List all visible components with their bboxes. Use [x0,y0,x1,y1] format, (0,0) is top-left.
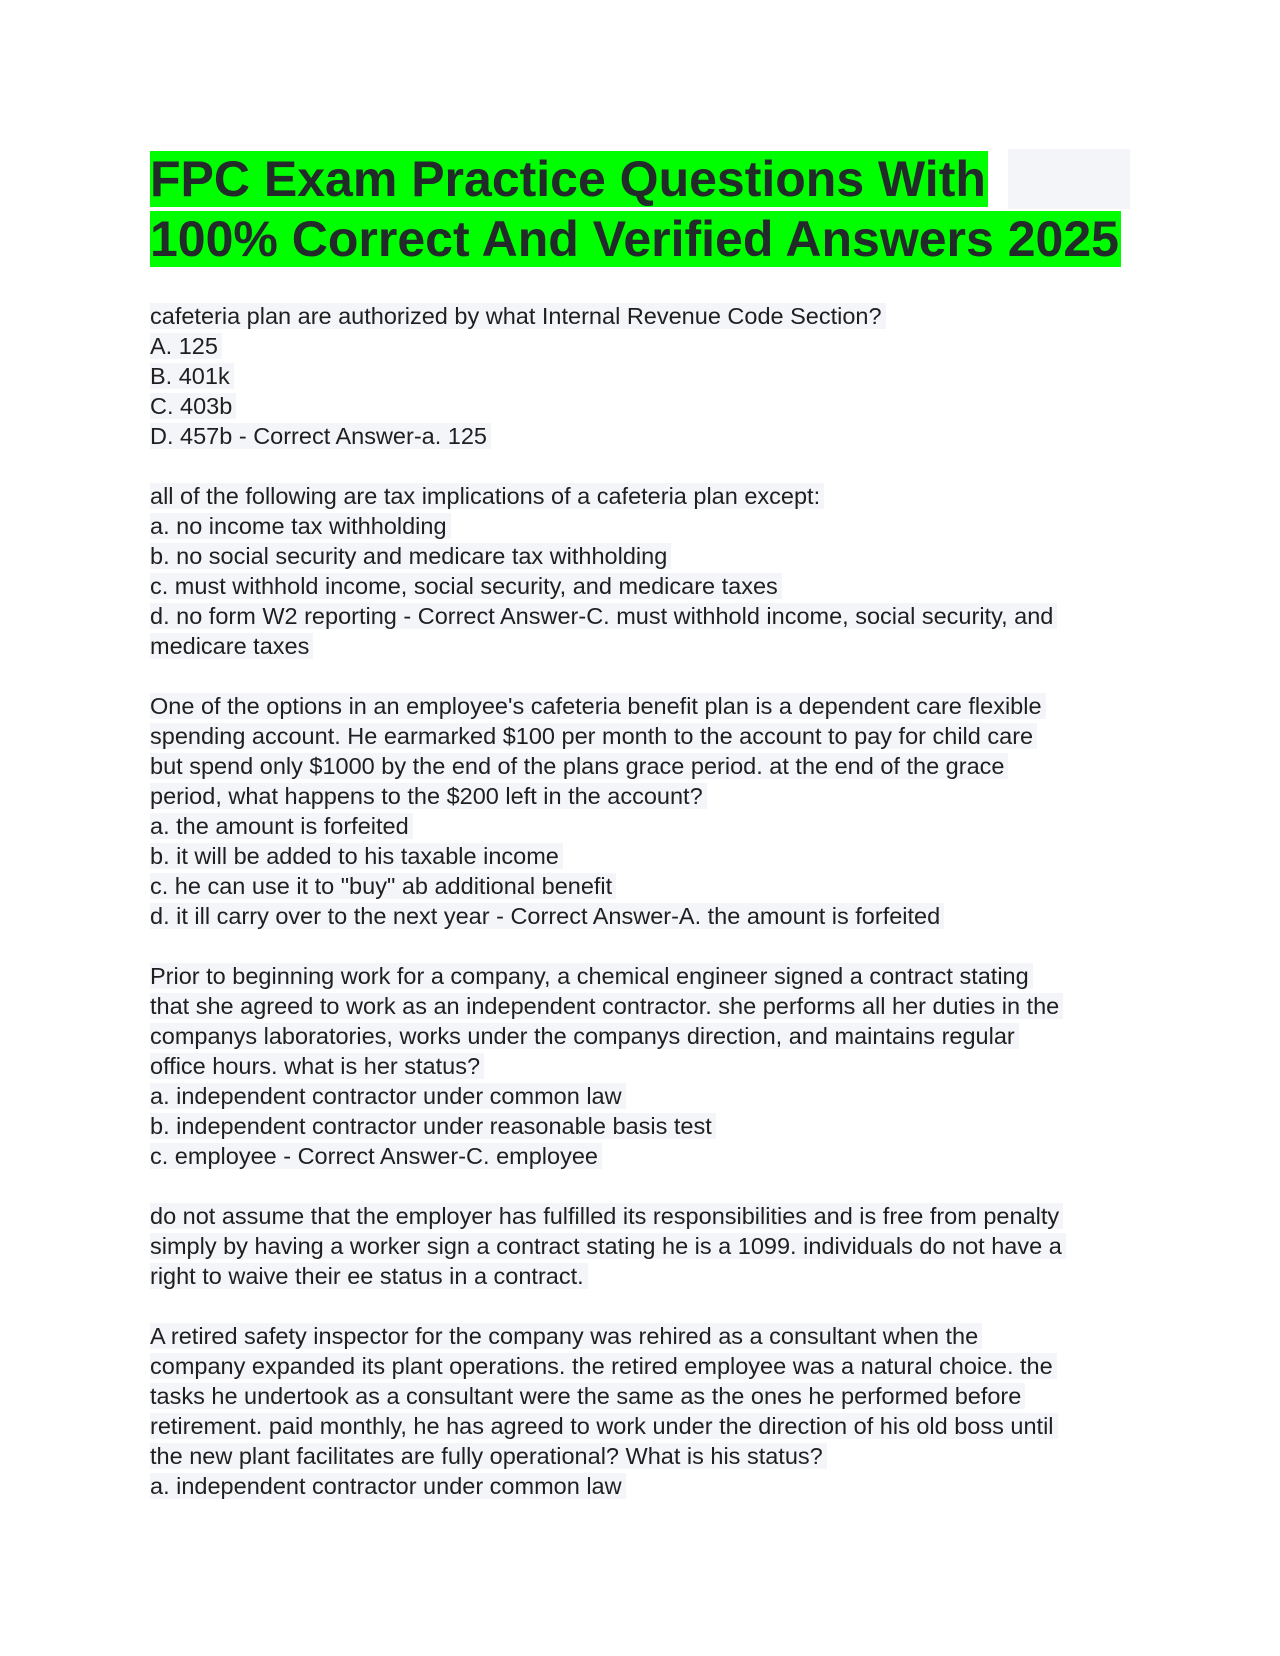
text-line: b. no social security and medicare tax withholding [150,543,671,569]
document-title [150,149,1130,269]
text-line: period, what happens to the $200 left in the account? [150,783,707,809]
question-text [150,1441,1140,1471]
text-line: b. it will be added to his taxable income [150,843,563,869]
question-text [150,1321,1140,1351]
text-line: the new plant facilitates are fully operational? What is his status? [150,1443,827,1469]
text-line: but spend only $1000 by the end of the plans grace period. at the end of the grace [150,753,1008,779]
text-line: d. no form W2 reporting - Correct Answer-C. must withhold income, social security, and [150,603,1057,629]
answer-option [150,1111,1140,1141]
title-line-text: FPC Exam Practice Questions With [150,151,986,207]
question-text [150,991,1140,1021]
text-line: companys laboratories, works under the companys direction, and maintains regular [150,1023,1019,1049]
title-line [150,209,1130,269]
text-line: office hours. what is her status? [150,1053,484,1079]
note-block [150,1201,1140,1291]
note-text [150,1261,1140,1291]
answer-option [150,1081,1140,1111]
answer-option [150,331,1140,361]
answer-option [150,511,1140,541]
answer-option [150,361,1140,391]
text-line: do not assume that the employer has fulfilled its responsibilities and is free from penalty [150,1203,1063,1229]
question-block [150,691,1140,931]
text-line: One of the options in an employee's cafeteria benefit plan is a dependent care flexible [150,693,1046,719]
question-text [150,1381,1140,1411]
answer-option [150,391,1140,421]
document-body [150,301,1140,1501]
answer-option [150,541,1140,571]
text-line: right to waive their ee status in a contract. [150,1263,588,1289]
text-line: d. it ill carry over to the next year - Correct Answer-A. the amount is forfeited [150,903,944,929]
question-text [150,1021,1140,1051]
question-text [150,721,1140,751]
text-line: b. independent contractor under reasonable basis test [150,1113,716,1139]
text-line: tasks he undertook as a consultant were the same as the ones he performed before [150,1383,1025,1409]
note-text [150,1201,1140,1231]
title-line [150,149,1130,209]
text-line: that she agreed to work as an independent contractor. she performs all her duties in the [150,993,1063,1019]
text-line: D. 457b - Correct Answer-a. 125 [150,423,491,449]
question-text [150,781,1140,811]
text-line: medicare taxes [150,633,313,659]
title-line-text: 100% Correct And Verified Answers 2025 [150,211,1119,267]
note-text [150,1231,1140,1261]
text-line: A. 125 [150,333,222,359]
text-line: simply by having a worker sign a contract stating he is a 1099. individuals do not have a [150,1233,1066,1259]
text-line: cafeteria plan are authorized by what Internal Revenue Code Section? [150,303,886,329]
question-text [150,961,1140,991]
answer-option [150,811,1140,841]
text-line: C. 403b [150,393,236,419]
question-block [150,961,1140,1171]
question-text [150,301,1140,331]
question-block [150,1321,1140,1501]
question-text [150,691,1140,721]
answer-option [150,421,1140,451]
text-line: a. no income tax withholding [150,513,451,539]
text-line: A retired safety inspector for the company was rehired as a consultant when the [150,1323,982,1349]
answer-option [150,901,1140,931]
question-text [150,1051,1140,1081]
question-block [150,481,1140,661]
answer-option [150,571,1140,601]
answer-option [150,601,1140,631]
question-block [150,301,1140,451]
question-text [150,481,1140,511]
answer-option [150,631,1140,661]
text-line: c. he can use it to "buy" ab additional benefit [150,873,616,899]
question-text [150,751,1140,781]
text-line: a. independent contractor under common law [150,1083,626,1109]
text-line: B. 401k [150,363,234,389]
text-line: c. employee - Correct Answer-C. employee [150,1143,602,1169]
answer-option [150,871,1140,901]
answer-option [150,841,1140,871]
text-line: company expanded its plant operations. the retired employee was a natural choice. the [150,1353,1057,1379]
text-line: a. independent contractor under common law [150,1473,626,1499]
question-text [150,1411,1140,1441]
text-line: c. must withhold income, social security, and medicare taxes [150,573,782,599]
answer-option [150,1471,1140,1501]
text-line: Prior to beginning work for a company, a chemical engineer signed a contract stating [150,963,1033,989]
text-line: a. the amount is forfeited [150,813,413,839]
text-line: retirement. paid monthly, he has agreed to work under the direction of his old boss until [150,1413,1058,1439]
answer-option [150,1141,1140,1171]
question-text [150,1351,1140,1381]
text-line: all of the following are tax implications of a cafeteria plan except: [150,483,824,509]
text-line: spending account. He earmarked $100 per month to the account to pay for child care [150,723,1037,749]
